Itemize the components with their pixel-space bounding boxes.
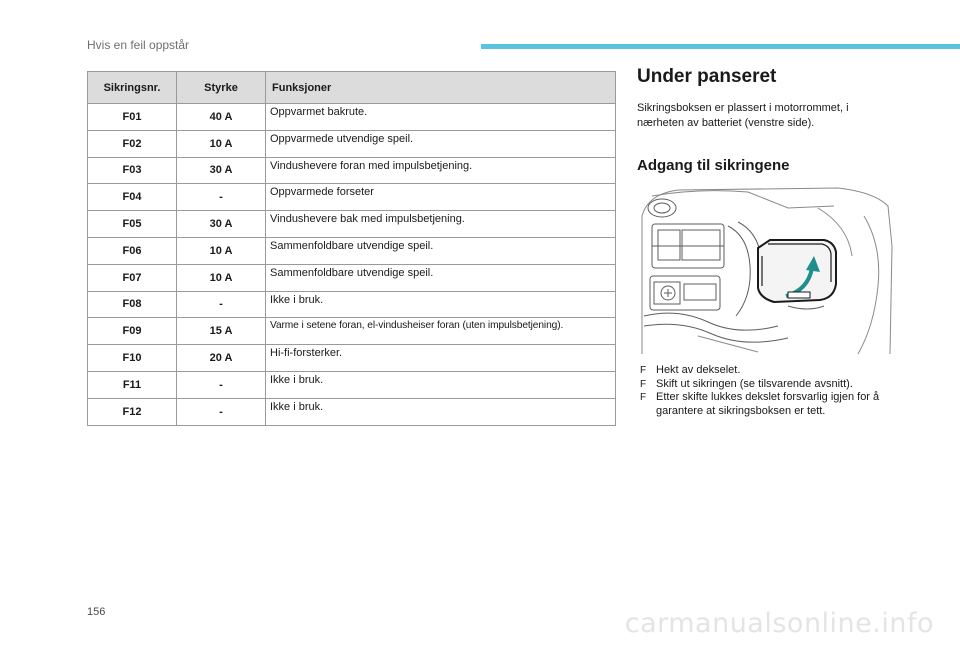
table-row bbox=[88, 345, 616, 372]
fuse-function-cell: Ikke i bruk. bbox=[266, 291, 616, 318]
fuse-function-cell: Sammenfoldbare utvendige speil. bbox=[266, 237, 616, 264]
fuse-function-cell: Vindushevere bak med impulsbetjening. bbox=[266, 211, 616, 238]
fuse-number-cell: F03 bbox=[88, 157, 177, 184]
fuse-number-cell: F10 bbox=[88, 345, 177, 372]
page-number: 156 bbox=[87, 606, 106, 618]
table-row bbox=[88, 237, 616, 264]
section-subtitle: Adgang til sikringene bbox=[637, 157, 790, 174]
table-row bbox=[88, 104, 616, 131]
step-text: Hekt av dekselet. bbox=[656, 364, 741, 376]
fuse-function-cell: Ikke i bruk. bbox=[266, 398, 616, 425]
column-header-rating: Styrke bbox=[177, 72, 266, 104]
watermark: carmanualsonline.info bbox=[624, 608, 934, 639]
fuse-rating-cell: 10 A bbox=[177, 237, 266, 264]
fuse-rating-cell: - bbox=[177, 371, 266, 398]
fuse-function-cell: Hi-fi-forsterker. bbox=[266, 345, 616, 372]
fuse-number-cell: F04 bbox=[88, 184, 177, 211]
fuse-table-header-row bbox=[88, 72, 616, 104]
fuse-function-cell: Sammenfoldbare utvendige speil. bbox=[266, 264, 616, 291]
fuse-rating-cell: 10 A bbox=[177, 264, 266, 291]
fuse-function-cell: Varme i setene foran, el-vindusheiser foran (uten impulsbetjening). bbox=[266, 318, 616, 345]
fuse-rating-cell: 10 A bbox=[177, 130, 266, 157]
table-row bbox=[88, 184, 616, 211]
fuse-rating-cell: 30 A bbox=[177, 211, 266, 238]
header-accent-bar bbox=[481, 44, 960, 49]
list-item bbox=[640, 378, 900, 392]
section-title: Under panseret bbox=[637, 66, 777, 87]
step-text: Skift ut sikringen (se tilsvarende avsnitt). bbox=[656, 377, 853, 390]
table-row bbox=[88, 211, 616, 238]
table-row bbox=[88, 157, 616, 184]
table-row bbox=[88, 398, 616, 425]
fuse-rating-cell: - bbox=[177, 184, 266, 211]
list-item bbox=[640, 364, 900, 378]
fuse-number-cell: F12 bbox=[88, 398, 177, 425]
table-row bbox=[88, 318, 616, 345]
fuse-rating-cell: - bbox=[177, 291, 266, 318]
fuse-rating-cell: 20 A bbox=[177, 345, 266, 372]
steps-list bbox=[640, 364, 900, 418]
page-header-title: Hvis en feil oppstår bbox=[87, 38, 190, 52]
fuse-number-cell: F07 bbox=[88, 264, 177, 291]
engine-bay-fusebox-illustration bbox=[638, 186, 894, 356]
table-row bbox=[88, 291, 616, 318]
list-item bbox=[640, 391, 900, 418]
table-row bbox=[88, 130, 616, 157]
fuse-rating-cell: 30 A bbox=[177, 157, 266, 184]
fuse-number-cell: F05 bbox=[88, 211, 177, 238]
fuse-function-cell: Oppvarmede utvendige speil. bbox=[266, 130, 616, 157]
table-row bbox=[88, 264, 616, 291]
bullet-icon: F bbox=[640, 378, 647, 390]
column-header-functions: Funksjoner bbox=[266, 72, 616, 104]
fuse-function-cell: Oppvarmet bakrute. bbox=[266, 104, 616, 131]
fuse-rating-cell: 15 A bbox=[177, 318, 266, 345]
table-row bbox=[88, 371, 616, 398]
fuse-rating-cell: - bbox=[177, 398, 266, 425]
bullet-icon: F bbox=[640, 392, 647, 403]
fuse-number-cell: F11 bbox=[88, 371, 177, 398]
fuse-number-cell: F09 bbox=[88, 318, 177, 345]
fuse-number-cell: F08 bbox=[88, 291, 177, 318]
fuse-function-cell: Vindushevere foran med impulsbetjening. bbox=[266, 157, 616, 184]
bullet-icon: F bbox=[640, 365, 647, 376]
column-header-fuse-number: Sikringsnr. bbox=[88, 72, 177, 104]
section-intro-text: Sikringsboksen er plassert i motorrommet, i nærheten av batteriet (venstre side). bbox=[637, 102, 849, 129]
fuse-function-cell: Oppvarmede forseter bbox=[266, 184, 616, 211]
fuse-number-cell: F02 bbox=[88, 130, 177, 157]
fuse-table bbox=[87, 71, 616, 426]
fuse-rating-cell: 40 A bbox=[177, 104, 266, 131]
fuse-function-cell: Ikke i bruk. bbox=[266, 371, 616, 398]
fuse-number-cell: F06 bbox=[88, 237, 177, 264]
step-text: Etter skifte lukkes dekslet forsvarlig igjen for å garantere at sikringsboksen er tett. bbox=[656, 391, 880, 417]
fuse-number-cell: F01 bbox=[88, 104, 177, 131]
